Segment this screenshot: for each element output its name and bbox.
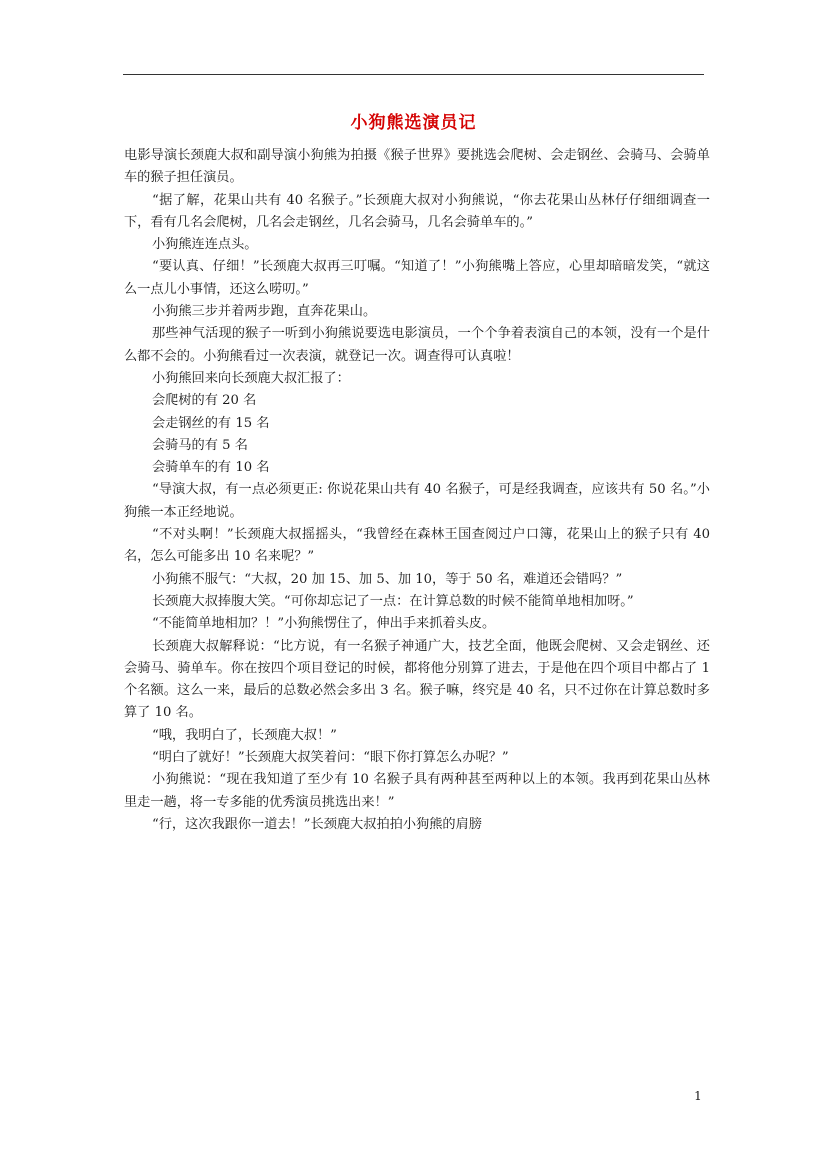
body-paragraph: 会走钢丝的有 15 名 bbox=[152, 415, 270, 431]
body-paragraph: 小狗熊回来向长颈鹿大叔汇报了： bbox=[152, 370, 350, 386]
body-paragraph: “不能简单地相加？！”小狗熊愣住了，伸出手来抓着头皮。 bbox=[152, 616, 496, 632]
body-paragraph: 会爬树的有 20 名 bbox=[152, 393, 257, 409]
body-paragraph: “据了解，花果山共有 40 名猴子。”长颈鹿大叔对小狗熊说，“你去花果山丛林仔仔细细调查一下，看有几名会爬树，几名会走钢丝，几名会骑马，几名会骑单车的。” bbox=[124, 192, 710, 230]
page-number: 1 bbox=[694, 1089, 702, 1103]
header-rule bbox=[123, 74, 704, 75]
body-paragraph: “导演大叔，有一点必须更正: 你说花果山共有 40 名猴子，可是经我调查，应该共有 50 名。”小狗熊一本正经地说。 bbox=[124, 482, 710, 520]
body-paragraph: 会骑马的有 5 名 bbox=[152, 437, 248, 453]
document-title: 小狗熊选演员记 bbox=[350, 113, 477, 133]
body-paragraph: 长颈鹿大叔解释说：“比方说，有一名猴子神通广大，技艺全面，他既会爬树、又会走钢丝、还会骑马、骑单车。你在按四个项目登记的时候，都将他分别算了进去，于是他在四个项目中都占了 1 个名额。这么一来，最后的总数必然会多出 3 名。猴子嘛，终究是 40 名，只不过你在计算总数时多算了 10 名。 bbox=[124, 638, 710, 721]
body-paragraph: 小狗熊连连点头。 bbox=[152, 237, 258, 253]
body-paragraph: “行，这次我跟你一道去！”长颈鹿大叔拍拍小狗熊的肩膀 bbox=[152, 816, 482, 832]
body-paragraph: 会骑单车的有 10 名 bbox=[152, 460, 270, 476]
body-paragraph: 小狗熊三步并着两步跑，直奔花果山。 bbox=[152, 304, 377, 320]
body-paragraph: “要认真、仔细！”长颈鹿大叔再三叮嘱。“知道了！”小狗熊嘴上答应，心里却暗暗发笑，“就这么一点儿小事情，还这么唠叨。” bbox=[124, 259, 710, 297]
body-paragraph: “哦，我明白了，长颈鹿大叔！” bbox=[152, 727, 337, 743]
body-paragraph: 电影导演长颈鹿大叔和副导演小狗熊为拍摄《猴子世界》要挑选会爬树、会走钢丝、会骑马、会骑单车的猴子担任演员。 bbox=[124, 148, 710, 186]
body-paragraph: 长颈鹿大叔捧腹大笑。“可你却忘记了一点：在计算总数的时候不能简单地相加呀。” bbox=[152, 593, 634, 609]
body-paragraph: “不对头啊！”长颈鹿大叔摇摇头，“我曾经在森林王国查阅过户口簿，花果山上的猴子只有 40 名，怎么可能多出 10 名来呢？” bbox=[124, 527, 710, 565]
body-paragraph: 小狗熊不服气：“大叔，20 加 15、加 5、加 10，等于 50 名，难道还会错吗？” bbox=[152, 571, 623, 587]
body-paragraph: 那些神气活现的猴子一听到小狗熊说要选电影演员，一个个争着表演自己的本领，没有一个是什么都不会的。小狗熊看过一次表演，就登记一次。调查得可认真啦！ bbox=[124, 326, 710, 364]
body-paragraph: “明白了就好！”长颈鹿大叔笑着问：“眼下你打算怎么办呢？” bbox=[152, 750, 509, 766]
body-paragraph: 小狗熊说：“现在我知道了至少有 10 名猴子具有两种甚至两种以上的本领。我再到花果山丛林里走一趟，将一专多能的优秀演员挑选出来！” bbox=[124, 772, 710, 810]
document-body bbox=[124, 145, 710, 836]
